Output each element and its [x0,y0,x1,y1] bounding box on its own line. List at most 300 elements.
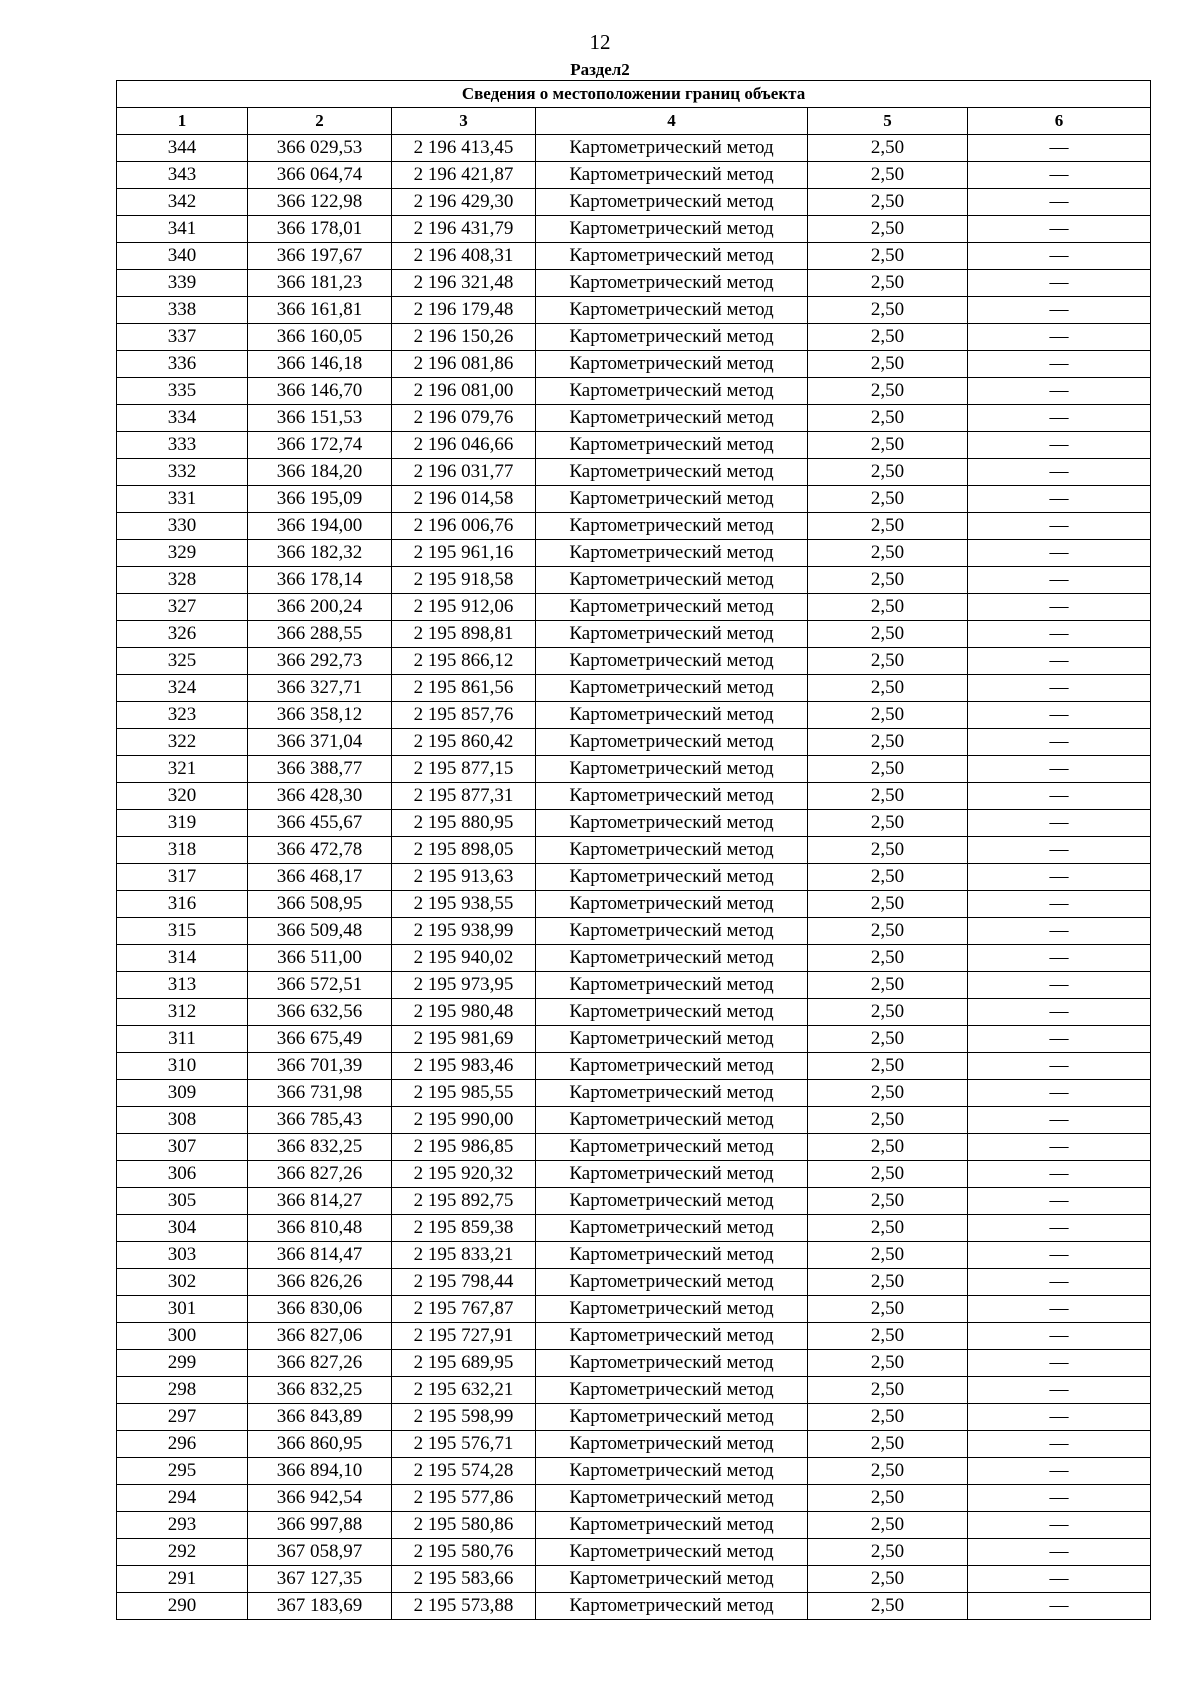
point-number-cell: 331 [117,486,248,513]
method-cell: Картометрический метод [536,1107,808,1134]
y-coordinate-cell: 2 195 898,81 [392,621,536,648]
table-row [117,945,1151,972]
description-cell: — [968,945,1151,972]
x-coordinate-cell: 366 172,74 [248,432,392,459]
precision-cell: 2,50 [808,513,968,540]
point-number-cell: 326 [117,621,248,648]
x-coordinate-cell: 366 827,26 [248,1161,392,1188]
point-number-cell: 319 [117,810,248,837]
table-row [117,1404,1151,1431]
precision-cell: 2,50 [808,648,968,675]
table-row [117,162,1151,189]
description-cell: — [968,486,1151,513]
point-number-cell: 332 [117,459,248,486]
table-row [117,459,1151,486]
point-number-cell: 316 [117,891,248,918]
y-coordinate-cell: 2 195 861,56 [392,675,536,702]
y-coordinate-cell: 2 195 598,99 [392,1404,536,1431]
precision-cell: 2,50 [808,1539,968,1566]
point-number-cell: 293 [117,1512,248,1539]
method-cell: Картометрический метод [536,1215,808,1242]
precision-cell: 2,50 [808,135,968,162]
point-number-cell: 330 [117,513,248,540]
description-cell: — [968,1026,1151,1053]
description-cell: — [968,1485,1151,1512]
description-cell: — [968,702,1151,729]
description-cell: — [968,1188,1151,1215]
table-row [117,1080,1151,1107]
x-coordinate-cell: 366 785,43 [248,1107,392,1134]
table-row [117,729,1151,756]
precision-cell: 2,50 [808,1512,968,1539]
description-cell: — [968,1539,1151,1566]
column-header: 2 [248,108,392,135]
point-number-cell: 323 [117,702,248,729]
point-number-cell: 314 [117,945,248,972]
x-coordinate-cell: 366 178,14 [248,567,392,594]
x-coordinate-cell: 366 184,20 [248,459,392,486]
description-cell: — [968,783,1151,810]
description-cell: — [968,432,1151,459]
table-row [117,1539,1151,1566]
x-coordinate-cell: 366 814,27 [248,1188,392,1215]
table-row [117,432,1151,459]
x-coordinate-cell: 366 064,74 [248,162,392,189]
method-cell: Картометрический метод [536,351,808,378]
method-cell: Картометрический метод [536,189,808,216]
table-row [117,1161,1151,1188]
y-coordinate-cell: 2 195 913,63 [392,864,536,891]
y-coordinate-cell: 2 195 918,58 [392,567,536,594]
precision-cell: 2,50 [808,1323,968,1350]
method-cell: Картометрический метод [536,1485,808,1512]
precision-cell: 2,50 [808,1161,968,1188]
method-cell: Картометрический метод [536,783,808,810]
x-coordinate-cell: 366 508,95 [248,891,392,918]
y-coordinate-cell: 2 195 877,15 [392,756,536,783]
description-cell: — [968,999,1151,1026]
point-number-cell: 344 [117,135,248,162]
column-header: 1 [117,108,248,135]
table-row [117,702,1151,729]
description-cell: — [968,1593,1151,1620]
column-header: 5 [808,108,968,135]
x-coordinate-cell: 366 827,26 [248,1350,392,1377]
method-cell: Картометрический метод [536,1566,808,1593]
y-coordinate-cell: 2 195 574,28 [392,1458,536,1485]
x-coordinate-cell: 366 151,53 [248,405,392,432]
point-number-cell: 292 [117,1539,248,1566]
precision-cell: 2,50 [808,324,968,351]
precision-cell: 2,50 [808,1269,968,1296]
method-cell: Картометрический метод [536,945,808,972]
y-coordinate-cell: 2 195 727,91 [392,1323,536,1350]
precision-cell: 2,50 [808,540,968,567]
description-cell: — [968,648,1151,675]
precision-cell: 2,50 [808,1431,968,1458]
table-row [117,972,1151,999]
table-row [117,621,1151,648]
y-coordinate-cell: 2 195 798,44 [392,1269,536,1296]
method-cell: Картометрический метод [536,513,808,540]
table-row [117,216,1151,243]
method-cell: Картометрический метод [536,594,808,621]
y-coordinate-cell: 2 195 980,48 [392,999,536,1026]
method-cell: Картометрический метод [536,405,808,432]
table-row [117,270,1151,297]
x-coordinate-cell: 366 327,71 [248,675,392,702]
table-caption: Сведения о местоположении границ объекта [117,81,1151,108]
description-cell: — [968,810,1151,837]
method-cell: Картометрический метод [536,243,808,270]
table-row [117,1485,1151,1512]
description-cell: — [968,1053,1151,1080]
x-coordinate-cell: 366 122,98 [248,189,392,216]
table-row [117,1188,1151,1215]
method-cell: Картометрический метод [536,1242,808,1269]
precision-cell: 2,50 [808,1053,968,1080]
description-cell: — [968,378,1151,405]
description-cell: — [968,1080,1151,1107]
x-coordinate-cell: 366 572,51 [248,972,392,999]
x-coordinate-cell: 366 358,12 [248,702,392,729]
x-coordinate-cell: 366 371,04 [248,729,392,756]
table-row [117,1458,1151,1485]
description-cell: — [968,1377,1151,1404]
table-row [117,1350,1151,1377]
method-cell: Картометрический метод [536,1134,808,1161]
description-cell: — [968,459,1151,486]
method-cell: Картометрический метод [536,648,808,675]
x-coordinate-cell: 366 182,32 [248,540,392,567]
method-cell: Картометрический метод [536,486,808,513]
point-number-cell: 328 [117,567,248,594]
y-coordinate-cell: 2 195 577,86 [392,1485,536,1512]
x-coordinate-cell: 366 632,56 [248,999,392,1026]
precision-cell: 2,50 [808,1593,968,1620]
y-coordinate-cell: 2 195 583,66 [392,1566,536,1593]
table-row [117,864,1151,891]
x-coordinate-cell: 367 183,69 [248,1593,392,1620]
description-cell: — [968,351,1151,378]
table-row [117,351,1151,378]
method-cell: Картометрический метод [536,324,808,351]
table-row [117,1296,1151,1323]
point-number-cell: 337 [117,324,248,351]
x-coordinate-cell: 366 675,49 [248,1026,392,1053]
description-cell: — [968,405,1151,432]
point-number-cell: 342 [117,189,248,216]
point-number-cell: 335 [117,378,248,405]
table-row [117,297,1151,324]
precision-cell: 2,50 [808,1080,968,1107]
x-coordinate-cell: 366 160,05 [248,324,392,351]
method-cell: Картометрический метод [536,1269,808,1296]
method-cell: Картометрический метод [536,567,808,594]
method-cell: Картометрический метод [536,216,808,243]
method-cell: Картометрический метод [536,1188,808,1215]
method-cell: Картометрический метод [536,729,808,756]
x-coordinate-cell: 366 161,81 [248,297,392,324]
description-cell: — [968,1296,1151,1323]
x-coordinate-cell: 366 509,48 [248,918,392,945]
precision-cell: 2,50 [808,567,968,594]
description-cell: — [968,1161,1151,1188]
method-cell: Картометрический метод [536,432,808,459]
point-number-cell: 298 [117,1377,248,1404]
precision-cell: 2,50 [808,189,968,216]
method-cell: Картометрический метод [536,1296,808,1323]
method-cell: Картометрический метод [536,1404,808,1431]
table-row [117,1134,1151,1161]
precision-cell: 2,50 [808,1296,968,1323]
precision-cell: 2,50 [808,972,968,999]
y-coordinate-cell: 2 195 898,05 [392,837,536,864]
precision-cell: 2,50 [808,945,968,972]
column-header: 3 [392,108,536,135]
y-coordinate-cell: 2 196 014,58 [392,486,536,513]
precision-cell: 2,50 [808,891,968,918]
point-number-cell: 336 [117,351,248,378]
point-number-cell: 339 [117,270,248,297]
description-cell: — [968,675,1151,702]
method-cell: Картометрический метод [536,810,808,837]
x-coordinate-cell: 366 455,67 [248,810,392,837]
point-number-cell: 320 [117,783,248,810]
precision-cell: 2,50 [808,1026,968,1053]
y-coordinate-cell: 2 195 833,21 [392,1242,536,1269]
y-coordinate-cell: 2 196 321,48 [392,270,536,297]
y-coordinate-cell: 2 195 940,02 [392,945,536,972]
precision-cell: 2,50 [808,999,968,1026]
precision-cell: 2,50 [808,351,968,378]
method-cell: Картометрический метод [536,1539,808,1566]
y-coordinate-cell: 2 195 573,88 [392,1593,536,1620]
method-cell: Картометрический метод [536,702,808,729]
point-number-cell: 311 [117,1026,248,1053]
x-coordinate-cell: 366 731,98 [248,1080,392,1107]
y-coordinate-cell: 2 195 973,95 [392,972,536,999]
x-coordinate-cell: 366 826,26 [248,1269,392,1296]
y-coordinate-cell: 2 195 981,69 [392,1026,536,1053]
table-row [117,378,1151,405]
y-coordinate-cell: 2 196 421,87 [392,162,536,189]
x-coordinate-cell: 366 195,09 [248,486,392,513]
point-number-cell: 309 [117,1080,248,1107]
y-coordinate-cell: 2 195 990,00 [392,1107,536,1134]
point-number-cell: 297 [117,1404,248,1431]
method-cell: Картометрический метод [536,1350,808,1377]
y-coordinate-cell: 2 196 429,30 [392,189,536,216]
table-row [117,1566,1151,1593]
point-number-cell: 312 [117,999,248,1026]
x-coordinate-cell: 366 197,67 [248,243,392,270]
table-row [117,1053,1151,1080]
x-coordinate-cell: 366 178,01 [248,216,392,243]
table-row [117,540,1151,567]
point-number-cell: 325 [117,648,248,675]
precision-cell: 2,50 [808,162,968,189]
description-cell: — [968,216,1151,243]
method-cell: Картометрический метод [536,1080,808,1107]
y-coordinate-cell: 2 195 632,21 [392,1377,536,1404]
y-coordinate-cell: 2 195 938,55 [392,891,536,918]
precision-cell: 2,50 [808,378,968,405]
description-cell: — [968,1242,1151,1269]
point-number-cell: 343 [117,162,248,189]
point-number-cell: 318 [117,837,248,864]
table-row [117,837,1151,864]
description-cell: — [968,567,1151,594]
x-coordinate-cell: 366 810,48 [248,1215,392,1242]
method-cell: Картометрический метод [536,162,808,189]
precision-cell: 2,50 [808,1215,968,1242]
x-coordinate-cell: 366 832,25 [248,1134,392,1161]
precision-cell: 2,50 [808,918,968,945]
method-cell: Картометрический метод [536,891,808,918]
precision-cell: 2,50 [808,810,968,837]
y-coordinate-cell: 2 195 576,71 [392,1431,536,1458]
y-coordinate-cell: 2 195 920,32 [392,1161,536,1188]
table-row [117,486,1151,513]
description-cell: — [968,1566,1151,1593]
method-cell: Картометрический метод [536,621,808,648]
table-row [117,1431,1151,1458]
point-number-cell: 321 [117,756,248,783]
table-row [117,243,1151,270]
precision-cell: 2,50 [808,459,968,486]
precision-cell: 2,50 [808,486,968,513]
description-cell: — [968,918,1151,945]
point-number-cell: 290 [117,1593,248,1620]
x-coordinate-cell: 366 388,77 [248,756,392,783]
x-coordinate-cell: 366 511,00 [248,945,392,972]
precision-cell: 2,50 [808,1134,968,1161]
table-body [117,135,1151,1620]
method-cell: Картометрический метод [536,1512,808,1539]
method-cell: Картометрический метод [536,999,808,1026]
table-caption-row [117,81,1151,108]
precision-cell: 2,50 [808,756,968,783]
table-row [117,1269,1151,1296]
y-coordinate-cell: 2 196 006,76 [392,513,536,540]
precision-cell: 2,50 [808,270,968,297]
x-coordinate-cell: 366 292,73 [248,648,392,675]
precision-cell: 2,50 [808,702,968,729]
point-number-cell: 317 [117,864,248,891]
point-number-cell: 313 [117,972,248,999]
x-coordinate-cell: 366 830,06 [248,1296,392,1323]
description-cell: — [968,837,1151,864]
x-coordinate-cell: 366 029,53 [248,135,392,162]
table-row [117,1323,1151,1350]
precision-cell: 2,50 [808,1377,968,1404]
table-row [117,1215,1151,1242]
description-cell: — [968,1350,1151,1377]
y-coordinate-cell: 2 196 081,86 [392,351,536,378]
precision-cell: 2,50 [808,1242,968,1269]
table-row [117,1242,1151,1269]
point-number-cell: 303 [117,1242,248,1269]
y-coordinate-cell: 2 195 866,12 [392,648,536,675]
table-row [117,918,1151,945]
x-coordinate-cell: 366 468,17 [248,864,392,891]
description-cell: — [968,594,1151,621]
point-number-cell: 304 [117,1215,248,1242]
column-header: 4 [536,108,808,135]
description-cell: — [968,1107,1151,1134]
y-coordinate-cell: 2 195 985,55 [392,1080,536,1107]
precision-cell: 2,50 [808,729,968,756]
method-cell: Картометрический метод [536,135,808,162]
method-cell: Картометрический метод [536,1593,808,1620]
y-coordinate-cell: 2 195 859,38 [392,1215,536,1242]
x-coordinate-cell: 366 181,23 [248,270,392,297]
table-row [117,1593,1151,1620]
precision-cell: 2,50 [808,1566,968,1593]
description-cell: — [968,243,1151,270]
method-cell: Картометрический метод [536,297,808,324]
table-row [117,189,1151,216]
precision-cell: 2,50 [808,621,968,648]
point-number-cell: 322 [117,729,248,756]
y-coordinate-cell: 2 195 767,87 [392,1296,536,1323]
x-coordinate-cell: 366 894,10 [248,1458,392,1485]
point-number-cell: 299 [117,1350,248,1377]
precision-cell: 2,50 [808,432,968,459]
y-coordinate-cell: 2 195 983,46 [392,1053,536,1080]
y-coordinate-cell: 2 195 877,31 [392,783,536,810]
method-cell: Картометрический метод [536,1161,808,1188]
x-coordinate-cell: 366 827,06 [248,1323,392,1350]
description-cell: — [968,1269,1151,1296]
y-coordinate-cell: 2 196 046,66 [392,432,536,459]
precision-cell: 2,50 [808,1350,968,1377]
table-row [117,405,1151,432]
table-row [117,1377,1151,1404]
description-cell: — [968,135,1151,162]
column-header-row [117,108,1151,135]
x-coordinate-cell: 366 288,55 [248,621,392,648]
column-header: 6 [968,108,1151,135]
precision-cell: 2,50 [808,837,968,864]
description-cell: — [968,1323,1151,1350]
y-coordinate-cell: 2 195 880,95 [392,810,536,837]
precision-cell: 2,50 [808,1404,968,1431]
point-number-cell: 291 [117,1566,248,1593]
y-coordinate-cell: 2 196 079,76 [392,405,536,432]
point-number-cell: 341 [117,216,248,243]
y-coordinate-cell: 2 196 413,45 [392,135,536,162]
method-cell: Картометрический метод [536,756,808,783]
point-number-cell: 308 [117,1107,248,1134]
table-row [117,513,1151,540]
method-cell: Картометрический метод [536,972,808,999]
method-cell: Картометрический метод [536,864,808,891]
precision-cell: 2,50 [808,405,968,432]
precision-cell: 2,50 [808,675,968,702]
point-number-cell: 295 [117,1458,248,1485]
point-number-cell: 307 [117,1134,248,1161]
table-row [117,1512,1151,1539]
point-number-cell: 340 [117,243,248,270]
precision-cell: 2,50 [808,1458,968,1485]
method-cell: Картометрический метод [536,1026,808,1053]
description-cell: — [968,1512,1151,1539]
point-number-cell: 334 [117,405,248,432]
description-cell: — [968,297,1151,324]
point-number-cell: 327 [117,594,248,621]
